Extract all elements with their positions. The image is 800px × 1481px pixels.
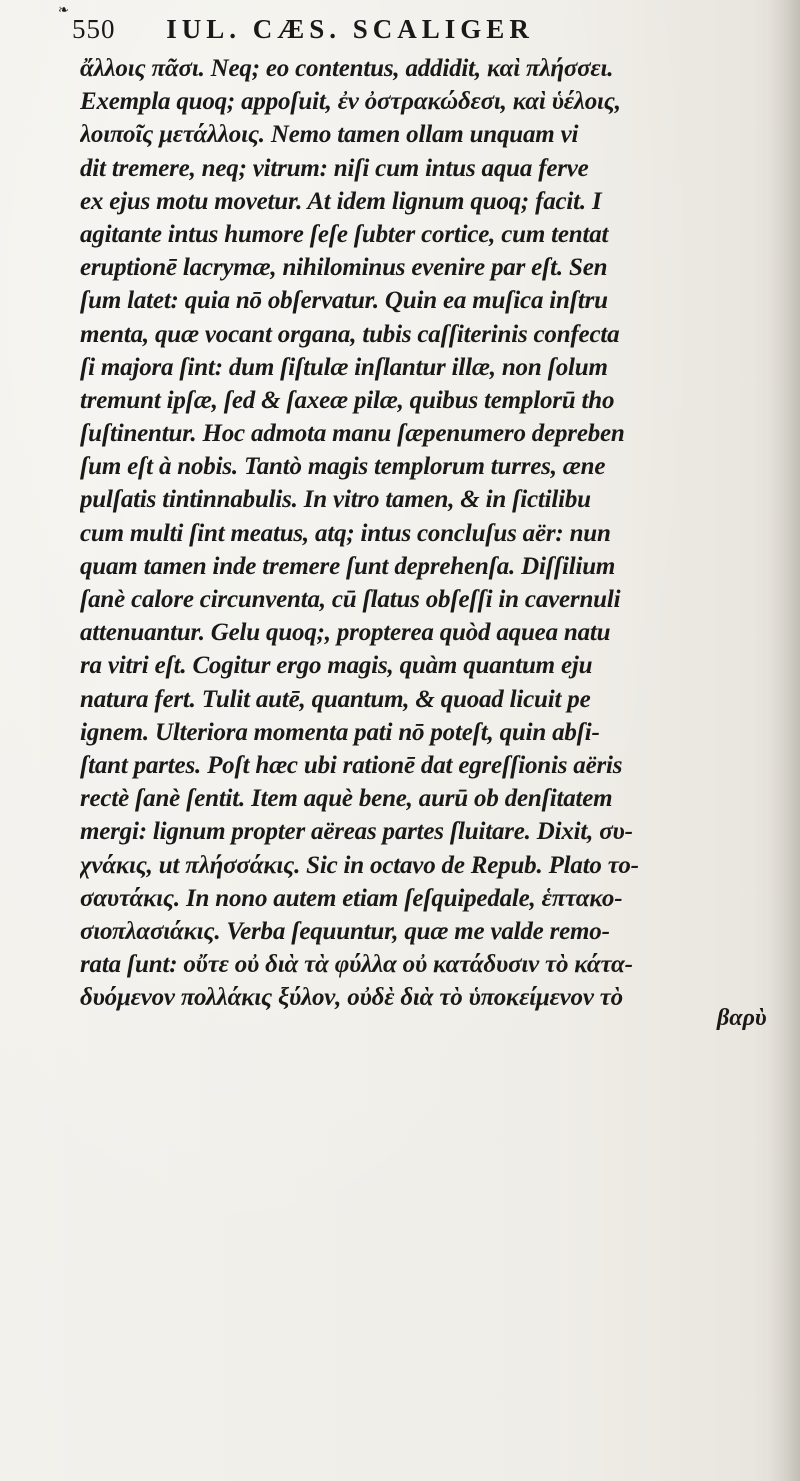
text-line: dit tremere, neq; vitrum: niſi cum intus aqua ferve <box>80 154 589 182</box>
text-line: ſtant partes. Poſt hæc ubi rationē dat egreſſionis aëris <box>80 751 623 779</box>
text-line: ſum eſt à nobis. Tantò magis templorum turres, æne <box>80 453 606 481</box>
text-line: quam tamen inde tremere ſunt deprehenſa. Diſſilium <box>80 552 616 580</box>
text-line: ſum latet: quia nō obſervatur. Quin ea muſica inſtru <box>80 287 608 315</box>
text-line: mergi: lignum propter aëreas partes ſluitare. Dixit, συ- <box>80 818 633 846</box>
main-text <box>80 52 800 1014</box>
text-line: rata ſunt: οὔτε οὐ διὰ τὰ φύλλα οὐ κατάδυσιν τὸ κάτα- <box>80 951 633 979</box>
text-line: rectè ſanè ſentit. Item aquè bene, aurū ob denſitatem <box>80 785 613 813</box>
text-line: agitante intus humore ſeſe ſubter cortice, cum tentat <box>80 220 609 248</box>
text-line: λοιποῖς μετάλλοις. Nemo tamen ollam unquam vi <box>80 121 579 149</box>
text-line: eruptionē lacrymæ, nihilominus evenire par eſt. Sen <box>80 254 608 282</box>
text-line: pulſatis tintinnabulis. In vitro tamen, & in ſictilibu <box>80 486 591 514</box>
text-line: δυόμενον πολλάκις ξύλον, οὐδὲ διὰ τὸ ὑποκείμενον τὸ <box>80 984 623 1012</box>
text-line: ſanè calore circunventa, cū ſlatus obſeſſi in cavernuli <box>80 586 621 613</box>
text-line: Exempla quoq; appoſuit, ἐν ὀστρακώδεσι, καὶ ὑέλοις, <box>80 88 621 116</box>
text-line: tremunt ipſæ, ſed & ſaxeæ pilæ, quibus templorū tho <box>80 386 615 414</box>
text-line: ra vitri eſt. Cogitur ergo magis, quàm quantum eju <box>80 652 593 680</box>
text-line: σιοπλασιάκις. Verba ſequuntur, quæ me valde remo- <box>80 917 610 945</box>
running-title: IUL. CÆS. SCALIGER <box>166 14 534 44</box>
catchword: βαρὺ <box>717 1005 767 1031</box>
text-line: ex ejus motu movetur. At idem lignum quoq; facit. I <box>80 187 602 215</box>
text-line: ἄλλοις πᾶσι. Neq; eo contentus, addidit, καὶ πλήσσει. <box>80 55 614 82</box>
text-line: cum multi ſint meatus, atq; intus concluſus aër: nun <box>80 519 611 547</box>
text-line: ignem. Ulteriora momenta pati nō poteſt, quin abſi- <box>80 718 600 746</box>
running-head <box>72 14 772 48</box>
text-line: menta, quæ vocant organa, tubis caſſiterinis confecta <box>80 320 620 348</box>
text-line: attenuantur. Gelu quoq;, propterea quòd aquea natu <box>80 619 611 647</box>
text-line: natura fert. Tulit autē, quantum, & quoad licuit pe <box>80 685 591 713</box>
corner-ornament: ❧ <box>58 3 69 18</box>
text-line: χνάκις, ut πλήσσάκις. Sic in octavo de Repub. Plato το- <box>80 851 639 879</box>
text-line: ſuſtinentur. Hoc admota manu ſæpenumero depreben <box>80 420 625 448</box>
page-number: 550 <box>72 14 116 44</box>
text-line: ſi majora ſint: dum ſiſtulæ inſlantur illæ, non ſolum <box>80 353 608 381</box>
text-line: σαυτάκις. In nono autem etiam ſeſquipedale, ἑπτακο- <box>80 884 623 912</box>
